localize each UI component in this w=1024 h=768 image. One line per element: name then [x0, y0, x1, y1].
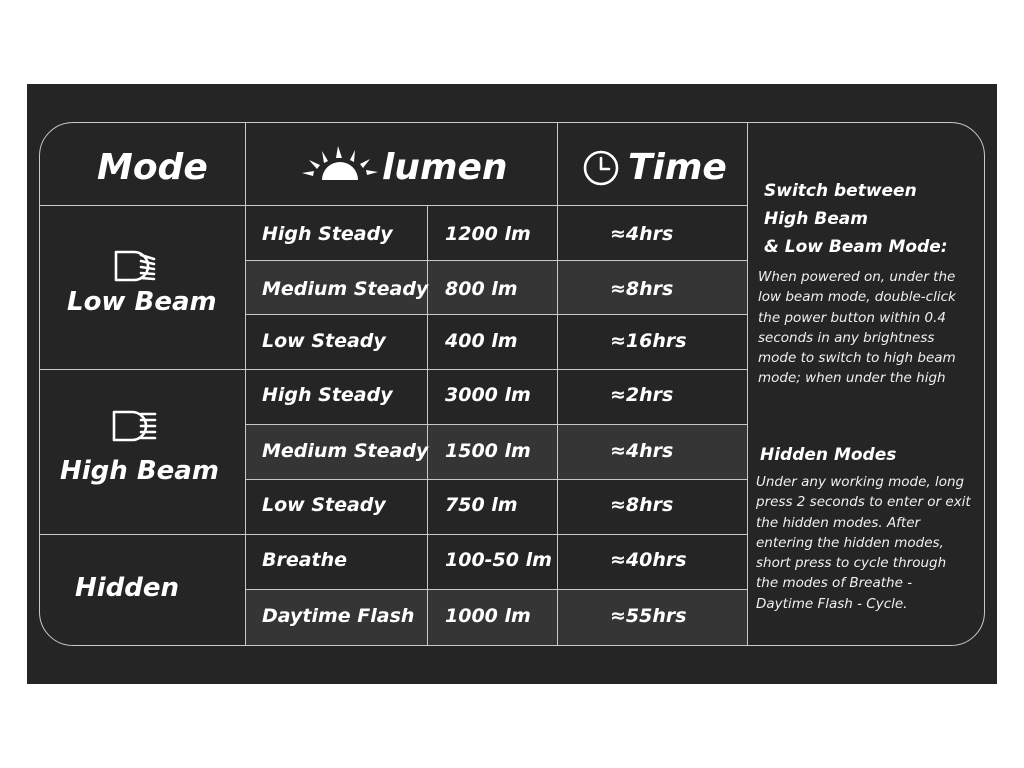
clock-icon: [583, 150, 619, 186]
high-beam-icon: [108, 410, 160, 442]
row-time: ≈8hrs: [610, 278, 674, 300]
header-lumen: lumen: [382, 147, 508, 188]
grid-line: [246, 589, 747, 590]
row-time: ≈40hrs: [610, 549, 687, 571]
row-time: ≈4hrs: [610, 223, 674, 245]
row-lumen: 1200 lm: [445, 223, 531, 245]
group-hidden: Hidden: [75, 573, 180, 603]
switch-description: When powered on, under the low beam mode, double-click the power button within 0.4 seconds in any brightness mode to switch to high beam mode; when under the high: [758, 269, 956, 387]
row-time: ≈8hrs: [610, 494, 674, 516]
hidden-modes-title: Hidden Modes: [760, 445, 897, 465]
grid-line: [747, 123, 748, 645]
grid-line: [427, 205, 428, 645]
row-mode: Daytime Flash: [262, 605, 415, 627]
grid-line: [39, 534, 747, 535]
row-mode: Low Steady: [262, 494, 386, 516]
low-beam-icon: [110, 250, 158, 282]
row-lumen: 800 lm: [445, 278, 518, 300]
sunrise-icon: [300, 146, 380, 182]
row-mode: Medium Steady: [262, 278, 429, 300]
row-lumen: 3000 lm: [445, 384, 531, 406]
grid-line: [245, 123, 246, 645]
grid-line: [557, 123, 558, 645]
row-lumen: 1000 lm: [445, 605, 531, 627]
row-lumen: 1500 lm: [445, 440, 531, 462]
row-mode: High Steady: [262, 223, 393, 245]
header-mode: Mode: [97, 147, 208, 188]
row-time: ≈55hrs: [610, 605, 687, 627]
row-time: ≈2hrs: [610, 384, 674, 406]
row-time: ≈16hrs: [610, 330, 687, 352]
hidden-modes-description: Under any working mode, long press 2 seconds to enter or exit the hidden modes. After entering the hidden modes, short press to cycle through the modes of Breathe - Daytime Flash - Cycle.: [756, 474, 971, 612]
group-low-beam: Low Beam: [67, 287, 217, 317]
row-lumen: 400 lm: [445, 330, 518, 352]
grid-line: [39, 205, 747, 206]
row-lumen: 750 lm: [445, 494, 518, 516]
row-mode: High Steady: [262, 384, 393, 406]
switch-title: Switch between High Beam & Low Beam Mode:: [764, 181, 948, 257]
grid-line: [246, 260, 747, 261]
group-high-beam: High Beam: [60, 456, 219, 486]
row-mode: Low Steady: [262, 330, 386, 352]
grid-line: [39, 369, 747, 370]
row-mode: Breathe: [262, 549, 348, 571]
grid-line: [246, 424, 747, 425]
grid-line: [246, 479, 747, 480]
grid-line: [246, 314, 747, 315]
row-mode: Medium Steady: [262, 440, 429, 462]
row-time: ≈4hrs: [610, 440, 674, 462]
header-time: Time: [628, 147, 727, 188]
row-lumen: 100-50 lm: [445, 549, 552, 571]
